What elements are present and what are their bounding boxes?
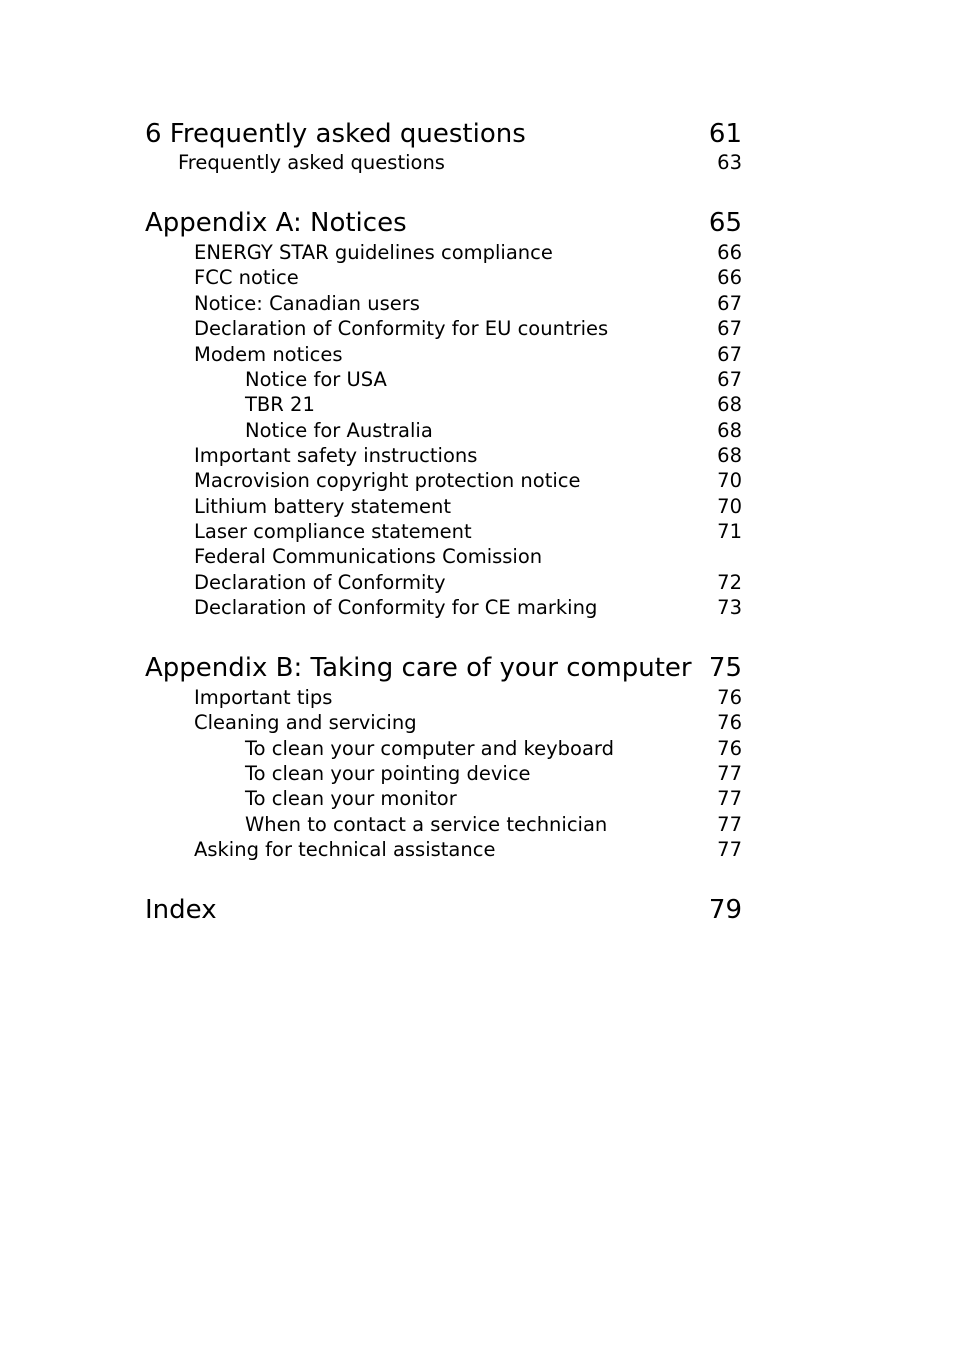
toc-chapter-title: Appendix B: Taking care of your computer	[145, 653, 692, 683]
toc-entry[interactable]	[0, 469, 954, 493]
toc-subentry[interactable]	[0, 393, 954, 417]
toc-entry[interactable]	[0, 444, 954, 468]
toc-page-number: 63	[717, 151, 742, 174]
toc-page-number: 76	[717, 737, 742, 760]
toc-page-number: 76	[717, 711, 742, 734]
toc-subentry[interactable]	[0, 762, 954, 786]
toc-entry-title: Macrovision copyright protection notice	[194, 469, 581, 492]
toc-page-number: 68	[717, 419, 742, 442]
toc-entry[interactable]	[0, 343, 954, 367]
toc-subentry[interactable]	[0, 368, 954, 392]
toc-entry[interactable]	[0, 711, 954, 735]
toc-page-number: 67	[717, 317, 742, 340]
toc-entry[interactable]	[0, 292, 954, 316]
toc-entry[interactable]	[0, 545, 954, 569]
toc-page-number: 71	[717, 520, 742, 543]
toc-entry-title: Notice: Canadian users	[194, 292, 420, 315]
toc-page-number: 79	[708, 895, 742, 925]
toc-page-number: 67	[717, 343, 742, 366]
toc-appendix-a[interactable]	[0, 206, 954, 240]
toc-entry[interactable]	[0, 571, 954, 595]
toc-page-number: 68	[717, 393, 742, 416]
toc-page-number: 67	[717, 368, 742, 391]
toc-entry-title: Declaration of Conformity for EU countries	[194, 317, 609, 340]
toc-page-number: 68	[717, 444, 742, 467]
toc-entry-title: Modem notices	[194, 343, 343, 366]
toc-page-number: 70	[717, 469, 742, 492]
toc-entry-title: Declaration of Conformity	[194, 571, 446, 594]
toc-entry-title: Asking for technical assistance	[194, 838, 496, 861]
toc-entry-title: Frequently asked questions	[178, 151, 445, 174]
toc-page-number: 65	[708, 208, 742, 238]
toc-entry[interactable]	[0, 686, 954, 710]
toc-chapter-title: 6 Frequently asked questions	[145, 119, 526, 149]
toc-entry-title: To clean your pointing device	[245, 762, 531, 785]
toc-entry-title: FCC notice	[194, 266, 299, 289]
toc-entry-title: Important tips	[194, 686, 333, 709]
toc-entry[interactable]	[0, 317, 954, 341]
toc-entry[interactable]	[0, 838, 954, 862]
toc-subentry[interactable]	[0, 813, 954, 837]
toc-chapter-title: Appendix A: Notices	[145, 208, 407, 238]
toc-entry[interactable]	[0, 596, 954, 620]
toc-entry-title: Cleaning and servicing	[194, 711, 417, 734]
toc-subentry[interactable]	[0, 737, 954, 761]
toc-page-number: 66	[717, 266, 742, 289]
toc-page-number: 61	[708, 119, 742, 149]
toc-page-number: 77	[717, 838, 742, 861]
toc-chapter-6[interactable]	[0, 117, 954, 151]
toc-appendix-b[interactable]	[0, 651, 954, 685]
toc-page-number: 67	[717, 292, 742, 315]
toc-entry-title: Important safety instructions	[194, 444, 478, 467]
toc-entry[interactable]	[0, 495, 954, 519]
toc-entry-title: Lithium battery statement	[194, 495, 452, 518]
toc-subentry[interactable]	[0, 787, 954, 811]
toc-entry[interactable]	[0, 520, 954, 544]
toc-entry-title: Federal Communications Comission	[194, 545, 543, 568]
toc-index[interactable]	[0, 893, 954, 927]
toc-page-number: 73	[717, 596, 742, 619]
toc-entry[interactable]	[0, 241, 954, 265]
toc-page-number: 77	[717, 762, 742, 785]
toc-entry-title: When to contact a service technician	[245, 813, 608, 836]
toc-page-number: 75	[708, 653, 742, 683]
toc-page-number: 76	[717, 686, 742, 709]
toc-entry-title: Laser compliance statement	[194, 520, 472, 543]
toc-entry-title: Notice for Australia	[245, 419, 433, 442]
toc-page-number: 77	[717, 813, 742, 836]
toc-page-number: 70	[717, 495, 742, 518]
toc-page-number: 66	[717, 241, 742, 264]
toc-entry-title: To clean your computer and keyboard	[245, 737, 614, 760]
toc-entry-title: To clean your monitor	[245, 787, 457, 810]
toc-subentry[interactable]	[0, 419, 954, 443]
toc-page-number: 77	[717, 787, 742, 810]
toc-entry-title: Declaration of Conformity for CE marking	[194, 596, 598, 619]
toc-page-number: 72	[717, 571, 742, 594]
toc-entry[interactable]	[0, 151, 954, 175]
toc-entry-title: Notice for USA	[245, 368, 387, 391]
toc-entry-title: ENERGY STAR guidelines compliance	[194, 241, 553, 264]
toc-chapter-title: Index	[145, 895, 217, 925]
toc-entry-title: TBR 21	[245, 393, 315, 416]
toc-entry[interactable]	[0, 266, 954, 290]
